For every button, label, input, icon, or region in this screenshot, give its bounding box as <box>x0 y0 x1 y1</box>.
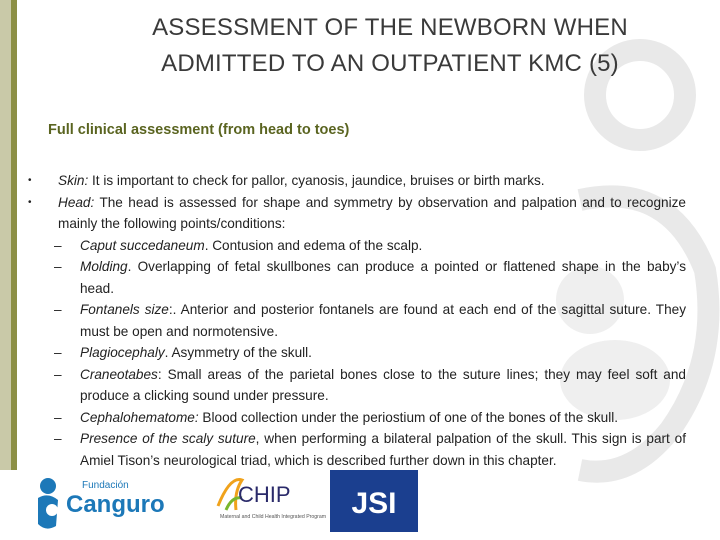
list-item <box>54 235 686 257</box>
jsi-logo-mark <box>330 470 418 532</box>
side-bar-accent <box>11 0 17 470</box>
bullet-text <box>58 192 686 235</box>
item-body: : Small areas of the parietal bones close to the suture lines; they may feel soft and produce a clicking sound under pressure. <box>80 366 686 403</box>
list-item-text <box>80 299 686 342</box>
item-lead: Cephalohematome: <box>80 409 199 425</box>
item-body: , when performing a bilateral palpation of the skull. This sign is part of Amiel Tison’s neurological triad, which is described further down in this chapter. <box>80 431 686 468</box>
item-lead: Presence of the scaly suture <box>80 431 256 446</box>
bullet-dot: • <box>28 175 32 186</box>
item-lead: Plagiocephaly <box>80 345 165 360</box>
mchip-caption-text: Maternal and Child Health Integrated Program <box>220 514 327 520</box>
list-item-text <box>80 407 686 429</box>
slide-title <box>80 10 700 82</box>
list-item <box>54 428 686 471</box>
item-body: . Contusion and edema of the scalp. <box>204 237 423 253</box>
bullet-body: The head is assessed for shape and symmetry by observation and palpation and to recognize mainly the following points/conditions: <box>58 194 686 231</box>
bullet-dot: • <box>28 196 32 208</box>
title-line-2: ADMITTED TO AN OUTPATIENT KMC (5) <box>161 50 619 77</box>
mchip-name-text: CHIP <box>238 482 291 507</box>
list-item-text <box>80 235 686 257</box>
canguro-top-text: Fundación <box>82 480 129 491</box>
list-item <box>54 299 686 342</box>
sponsor-logos <box>0 466 720 540</box>
side-bar-light <box>0 0 11 470</box>
jsi-logo <box>330 470 418 532</box>
list-item <box>54 364 686 407</box>
dash-marker: – <box>54 259 62 274</box>
item-body: Blood collection under the periostium of one of the bones of the skull. <box>198 409 619 425</box>
section-subtitle: Full clinical assessment (from head to toes) <box>48 122 350 138</box>
assessment-content <box>24 170 686 471</box>
dash-marker: – <box>54 366 62 382</box>
list-item <box>54 342 686 364</box>
fundacion-canguro-logo <box>30 466 180 536</box>
list-item-text <box>80 256 686 299</box>
list-item-text <box>80 342 686 364</box>
bullet-lead: Head: <box>58 194 95 210</box>
item-lead: Fontanels size <box>80 302 169 317</box>
bullet-text <box>58 170 686 192</box>
bullet-head <box>24 192 686 235</box>
dash-marker: – <box>54 431 62 446</box>
item-body: :. Anterior and posterior fontanels are found at each end of the sagittal suture. They must be open and normotensive. <box>80 302 686 339</box>
bullet-skin <box>24 170 686 192</box>
bullet-body: It is important to check for pallor, cyanosis, jaundice, bruises or birth marks. <box>88 173 545 188</box>
list-item-text <box>80 428 686 471</box>
head-conditions-list <box>24 235 686 472</box>
item-lead: Craneotabes <box>80 366 158 382</box>
jsi-text: JSI <box>351 487 397 520</box>
item-body: . Asymmetry of the skull. <box>164 345 312 360</box>
item-lead: Molding <box>80 259 128 274</box>
list-item-text <box>80 364 686 407</box>
canguro-name-text: Canguro <box>66 491 165 518</box>
dash-marker: – <box>54 237 62 253</box>
title-line-1: ASSESSMENT OF THE NEWBORN WHEN <box>152 14 628 41</box>
dash-marker: – <box>54 345 62 360</box>
bullet-lead: Skin: <box>58 173 89 188</box>
list-item <box>54 256 686 299</box>
mchip-logo <box>212 466 327 536</box>
dash-marker: – <box>54 302 62 317</box>
item-lead: Caput succedaneum <box>80 237 205 253</box>
dash-marker: – <box>54 409 62 425</box>
list-item <box>54 407 686 429</box>
item-body: . Overlapping of fetal skullbones can produce a pointed or flattened shape in the baby’s head. <box>80 259 686 296</box>
